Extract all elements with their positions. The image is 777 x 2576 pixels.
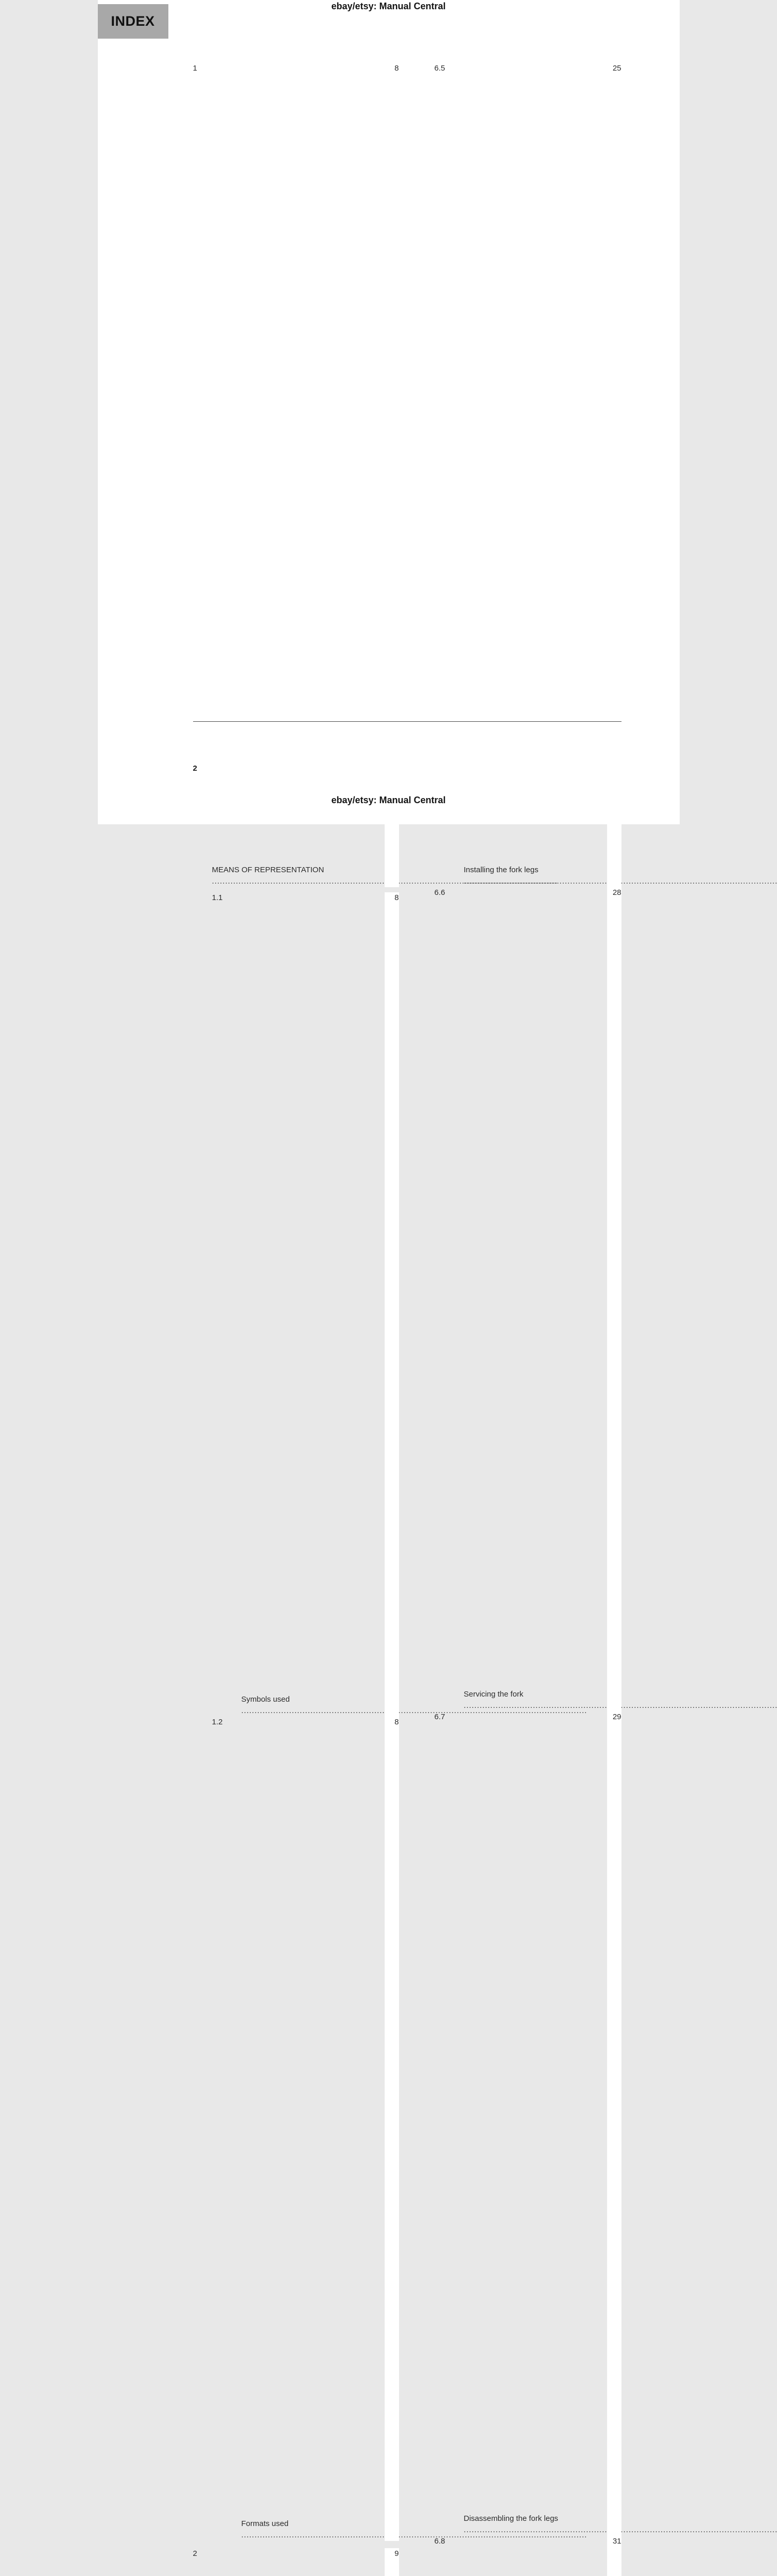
entry-title: MEANS OF REPRESENTATION ..... bbox=[212, 865, 382, 887]
entry-number: 6.5 bbox=[434, 64, 445, 73]
toc-entry bbox=[416, 2536, 621, 2576]
entry-number: 6.8 bbox=[434, 2537, 445, 2546]
entry-page: 9 bbox=[385, 2548, 399, 2576]
index-label: INDEX bbox=[111, 13, 155, 29]
entry-page: 25 bbox=[607, 63, 621, 887]
toc-entry bbox=[193, 892, 399, 1717]
index-banner bbox=[98, 4, 168, 39]
toc-column-right bbox=[416, 63, 621, 2576]
entry-number: 6.6 bbox=[434, 888, 445, 897]
entry-number: 1 bbox=[193, 64, 197, 73]
toc-section bbox=[416, 63, 621, 2576]
entry-title: Installing the fork legs ..... bbox=[464, 865, 605, 887]
entry-number: 6.7 bbox=[434, 1713, 445, 1721]
entry-title: Servicing the fork ..... bbox=[464, 1689, 605, 1711]
entry-title: Symbols used ..... bbox=[241, 1694, 382, 1717]
footer-divider bbox=[193, 721, 621, 722]
page-number: 2 bbox=[193, 764, 197, 773]
header-title: ebay/etsy: Manual Central bbox=[331, 1, 446, 11]
entry-page: 8 bbox=[385, 892, 399, 1717]
entry-page: 29 bbox=[607, 1711, 621, 2536]
toc-section bbox=[193, 2548, 399, 2576]
toc-column-left bbox=[193, 63, 399, 2576]
entry-number: 1.2 bbox=[212, 1718, 223, 1726]
entry-title: Disassembling the fork legs ..... bbox=[464, 2513, 605, 2536]
toc-entry bbox=[416, 887, 621, 1711]
toc-entry bbox=[193, 1717, 399, 2541]
footer-title: ebay/etsy: Manual Central bbox=[331, 795, 446, 805]
entry-page: 28 bbox=[607, 887, 621, 1711]
toc-section bbox=[193, 63, 399, 2541]
entry-page: 8 bbox=[385, 63, 399, 887]
entry-number: 2 bbox=[193, 2549, 197, 2558]
toc-section-header bbox=[193, 63, 399, 887]
toc-entry bbox=[416, 1711, 621, 2536]
document-page bbox=[98, 0, 680, 2558]
toc-entry bbox=[416, 63, 621, 887]
entry-page: 31 bbox=[607, 2536, 621, 2576]
toc-section-header bbox=[193, 2548, 399, 2576]
entry-number: 1.1 bbox=[212, 893, 223, 902]
entry-page: 8 bbox=[385, 1717, 399, 2541]
table-of-contents bbox=[193, 63, 621, 2576]
entry-title: Formats used ..... bbox=[241, 2518, 382, 2541]
